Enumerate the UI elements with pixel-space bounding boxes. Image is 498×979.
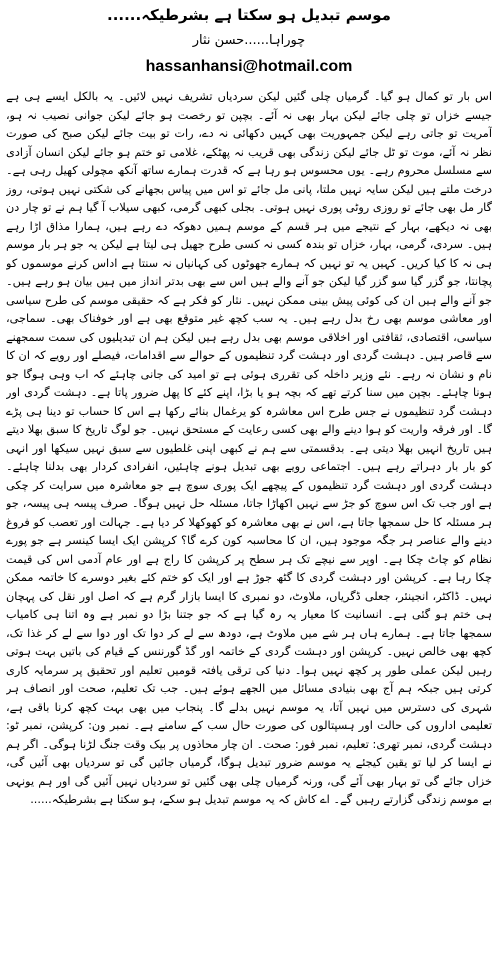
column-title: موسم تبدیل ہو سکتا ہے بشرطیکہ...... <box>107 6 391 24</box>
column-byline: چوراہا......حسن نثار <box>192 33 306 48</box>
column-body-text: اس بار تو کمال ہو گیا۔ گرمیاں چلی گئیں لیکن سردیاں تشریف نہیں لائیں۔ یہ بالکل ایسے ہی ہے جیسے خزاں تو چلی جائے لیکن بہار بھی نہ آئے۔ بچپن تو رخصت ہو جائے لیکن جوانی نصیب نہ ہو، آمریت تو جاتی رہے لیکن جمہوریت بھی کہیں دکھائی نہ دے، رات تو بیت جائے لیکن صبح کی صورت نظر نہ آئے، موت تو ٹل جائے لیکن زندگی بھی قریب نہ پھٹکے، غلامی تو ختم ہو جائے لیکن انسان آزادی سے مسلسل محروم رہے۔ یوں محسوس ہو رہا ہے کہ قدرت ہمارے ساتھ آنکھ مچولی کھیل رہی ہے۔ درخت ملتے ہیں لیکن سایہ نہیں ملتا، پانی مل جائے تو اس میں پیاس بجھانے کی شکتی نہیں ہوتی، روز گار مل بھی جائے تو روزی روٹی پوری نہیں ہوتی۔ بجلی کبھی گرمی، کبھی سیلاب آ گیا ہم نے تو چار دن بھی نہ دیکھے، بہار کے نتیجے میں ہر قسم کے موسم ہمیں دھوکہ دے رہے ہیں، ہمارا مذاق اڑا رہے ہیں۔ سردی، گرمی، بہار، خزاں تو بندہ کسی نہ کسی طرح جھیل ہی لیتا ہے لیکن یہ جو ہر بار موسم ہی نہ کا کیا کریں۔ کہیں یہ تو نہیں کہ ہمارے جھوٹوں کی کہانیاں نہ سنتا ہے اداس کرنے موسموں کو پچانتا، جو گزر گیا سو گزر گیا لیکن جو آنے والے ہیں اس سے بھی بدتر انداز میں ہیں بیان ہو رہے ہیں۔ جو آنے والے ہیں ان کی کوئی پیش بینی ممکن نہیں۔ نثار کو فکر ہے کہ حقیقی موسم کی طرح سیاسی اور معاشی موسم بھی رخ بدل رہے ہیں۔ یہ سب کچھ غیر متوقع بھی ہے اور خوفناک بھی۔ سماجی، سیاسی، اقتصادی، ثقافتی اور اخلاقی موسم بھی بدل رہے ہیں لیکن ہم ان تبدیلیوں کی سمت سمجھنے سے قاصر ہیں۔ دہشت گردی اور دہشت گرد تنظیموں کے حوالے سے اقدامات، فیصلے اور رویے کہ ان کا نام و نشان نہ رہے۔ نئے وزیر داخلہ کی تقرری ہوئی ہے تو امید کی جانی چاہئے کہ اب وہی ہوگا جو ہونا چاہئے۔ بچپن میں سنا کرتے تھے کہ بچہ ہو یا بڑا، اپنے کئے کا پھل ضرور پاتا ہے۔ دہشت گردی اور دہشت گرد تنظیموں نے جس طرح اس معاشرہ کو یرغمال بنائے رکھا ہے اس کا حساب تو دینا ہی پڑے گا۔ اور فرقہ واریت کو ہوا دینے والے بھی کسی رعایت کے مستحق نہیں۔ جو لوگ تاریخ کا سبق بھلا دیتے ہیں تاریخ انہیں بھلا دیتی ہے۔ بدقسمتی سے ہم نے کبھی اپنی غلطیوں سے سبق نہیں سیکھا اور انہی کو بار بار دہراتے رہے ہیں۔ اجتماعی رویے بھی تبدیل ہونے چاہئیں، انفرادی کردار بھی بدلنا چاہئے۔ دہشت گردی اور دہشت گرد تنظیموں کے پیچھے ایک پوری سوچ ہے جو معاشرہ میں سرایت کر چکی ہے اور جب تک اس سوچ کو جڑ سے نہیں اکھاڑا جاتا، مسئلہ حل نہیں ہوگا۔ صرف پیسہ ہی پیسہ، جو ہر مسئلہ کا حل سمجھا جاتا ہے، اس نے بھی معاشرہ کو کھوکھلا کر دیا ہے۔ جہالت اور تعصب کو فروغ دینے والے عناصر ہر جگہ موجود ہیں، ان کا محاسبہ کون کرے گا؟ کرپشن ایک ایسا کینسر ہے جو پورے نظام کو چاٹ چکا ہے۔ اوپر سے نیچے تک ہر سطح پر کرپشن کا راج ہے اور عام آدمی اس کی قیمت چکا رہا ہے۔ کرپشن اور دہشت گردی کا گٹھ جوڑ ہے اور ایک کو ختم کئے بغیر دوسرے کا خاتمہ ممکن نہیں۔ ڈاکٹر، انجینئر، جعلی ڈگریاں، ملاوٹ، دو نمبری کا ایسا بازار گرم ہے کہ اصل اور نقل کی پہچان ہی ختم ہو گئی ہے۔ انسانیت کا معیار یہ رہ گیا ہے کہ جو جتنا بڑا دو نمبر ہے وہ اتنا ہی کامیاب سمجھا جاتا ہے۔ ہمارے ہاں ہر شے میں ملاوٹ ہے، دودھ سے لے کر دوا تک اور دوا سے لے کر غذا تک، کچھ بھی خالص نہیں۔ کرپشن اور دہشت گردی کے خاتمہ اور گڈ گورننس کے قیام کی باتیں بہت ہوتی رہیں لیکن عملی طور پر کچھ نہیں ہوا۔ دنیا کی ترقی یافتہ قومیں تعلیم اور تحقیق پر سرمایہ کاری کرتی ہیں جبکہ ہم آج بھی بنیادی مسائل میں الجھے ہوئے ہیں۔ جب تک تعلیم، صحت اور انصاف ہر شہری کی دسترس میں نہیں آتا، یہ موسم نہیں بدلے گا۔ پنجاب میں بھی بہت کچھ کرنا باقی ہے، تعلیمی اداروں کی حالت اور ہسپتالوں کی صورت حال سب کے سامنے ہے۔ نمبر ون: کرپشن، نمبر ٹو: دہشت گردی، نمبر تھری: تعلیم، نمبر فور: صحت۔ ان چار محاذوں پر بیک وقت جنگ لڑنا ہوگی۔ اگر ہم نے ایسا کر لیا تو یقین کیجئے یہ موسم ضرور تبدیل ہوگا، گرمیاں جائیں گی تو سردیاں بھی آئیں گی، خزاں جائے گی تو بہار بھی آئے گی، ورنہ گرمیاں چلی بھی گئیں تو سردیاں نہیں آئیں گی اور ہم یونہی بے موسم زندگی گزارتے رہیں گے۔ اے کاش کہ یہ موسم تبدیل ہو سکے، ہو سکتا ہے بشرطیکہ...... <box>6 90 492 806</box>
author-email: hassanhansi@hotmail.com <box>145 58 353 75</box>
column-body <box>6 88 492 976</box>
